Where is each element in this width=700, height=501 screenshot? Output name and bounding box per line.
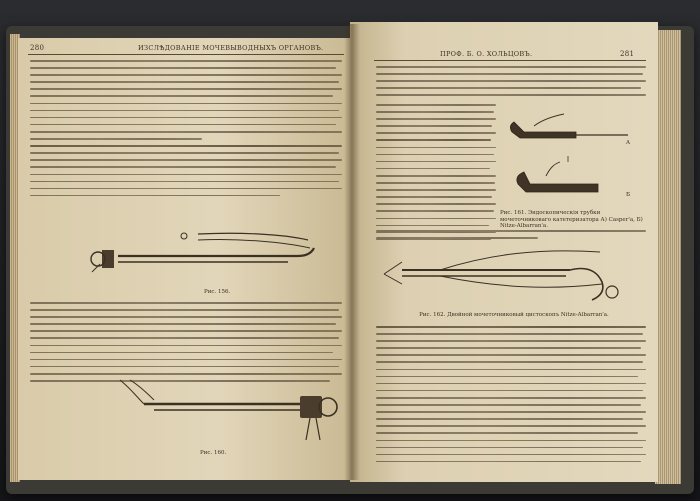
right-running-head: ПРОФ. Б. О. ХОЛЬЦОВЪ.	[440, 50, 533, 58]
right-text-block-column	[376, 104, 496, 246]
figure-160-caption: Рис. 160.	[200, 450, 227, 456]
left-page-number: 280	[30, 44, 45, 52]
figure-156-cystoscope	[88, 226, 318, 286]
right-page-stack	[655, 30, 681, 484]
book-gutter	[344, 24, 360, 480]
right-text-block-bottom	[376, 326, 646, 468]
left-running-head: ИЗСЛѢДОВАНІЕ МОЧЕВЫВОДНЫХЪ ОРГАНОВЪ.	[138, 44, 324, 52]
figure-156-caption: Рис. 156.	[204, 289, 231, 295]
figure-161-endoscopic-tubes	[506, 112, 646, 208]
left-text-block-top	[30, 60, 342, 202]
right-text-block-before-fig	[376, 230, 646, 244]
left-header-rule	[28, 54, 344, 55]
right-page-number: 281	[620, 50, 635, 58]
right-header-rule	[374, 60, 646, 61]
figure-160-cystoscope	[110, 378, 342, 448]
figure-161-label-a: A	[626, 140, 630, 146]
right-text-block-full-top	[376, 66, 646, 101]
figure-162-caption: Рис. 162. Двойной мочеточниковый цистоскопъ Nitze-Albarran'a.	[419, 312, 609, 318]
figure-161-label-b: Б	[626, 192, 631, 198]
figure-162-double-cystoscope	[380, 244, 644, 308]
figure-161-caption: Рис. 161. Эндоскопическія трубки мочеточниковаго катетеризатора А) Casper'a, Б) Nitze-Albarran'a.	[500, 210, 643, 229]
left-page	[18, 38, 354, 480]
left-text-block-middle	[30, 302, 342, 387]
right-page	[350, 22, 658, 482]
